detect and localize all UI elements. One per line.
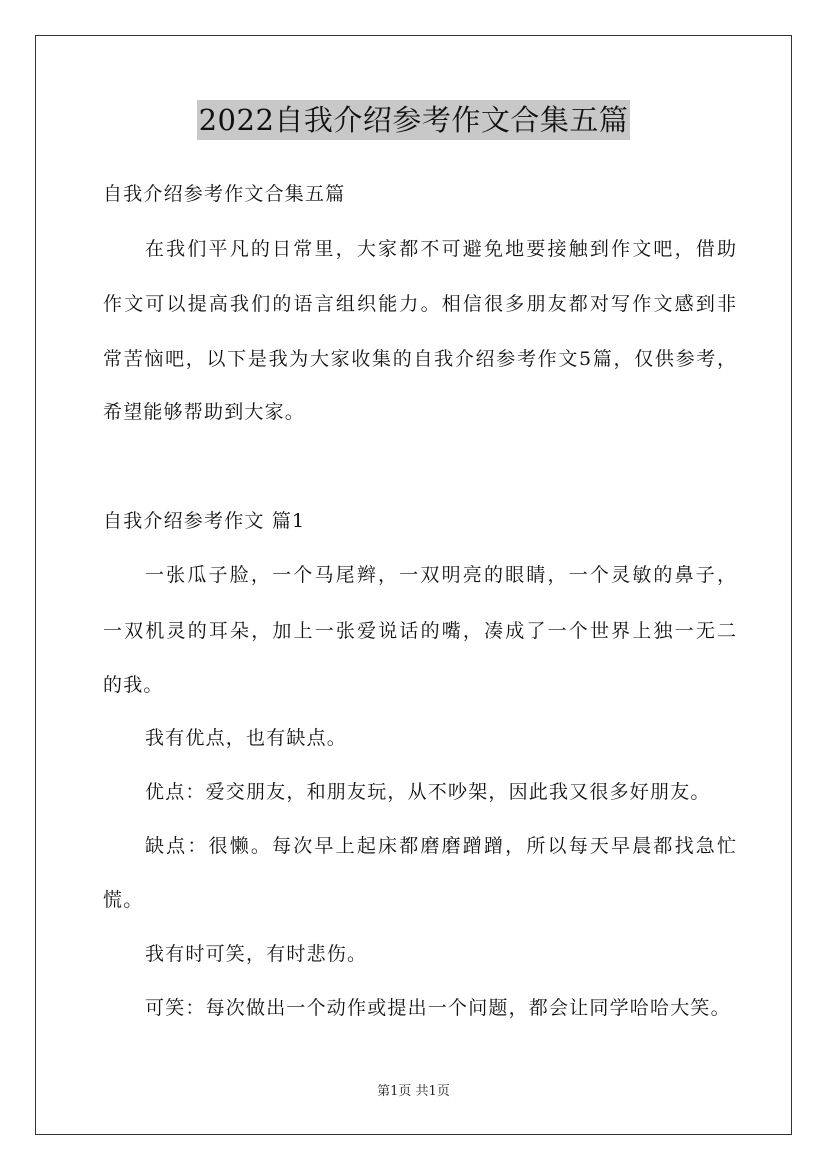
intro-line-4: 希望能够帮助到大家。 xyxy=(103,401,306,423)
document-subtitle: 自我介绍参考作文合集五篇 xyxy=(103,183,346,205)
intro-line-3: 常苦恼吧，以下是我为大家收集的自我介绍参考作文5篇，仅供参考， xyxy=(103,348,736,370)
body-line-1: 一张瓜子脸，一个马尾辫，一双明亮的眼睛，一个灵敏的鼻子， xyxy=(145,564,736,586)
body-line-4: 我有优点，也有缺点。 xyxy=(145,727,348,749)
intro-line-2: 作文可以提高我们的语言组织能力。相信很多朋友都对写作文感到非 xyxy=(103,293,736,315)
body-line-5: 优点：爱交朋友，和朋友玩，从不吵架，因此我又很多好朋友。 xyxy=(145,781,711,803)
document-title: 2022自我介绍参考作文合集五篇 xyxy=(197,100,631,140)
body-line-3: 的我。 xyxy=(103,674,164,696)
body-line-7: 慌。 xyxy=(103,889,144,911)
page-footer: 第1页 共1页 xyxy=(377,1084,450,1099)
body-line-9: 可笑：每次做出一个动作或提出一个问题，都会让同学哈哈大笑。 xyxy=(145,997,731,1019)
section-heading: 自我介绍参考作文 篇1 xyxy=(103,510,306,532)
body-line-2: 一双机灵的耳朵，加上一张爱说话的嘴，凑成了一个世界上独一无二 xyxy=(103,620,736,642)
title-container xyxy=(0,100,827,140)
intro-line-1: 在我们平凡的日常里，大家都不可避免地要接触到作文吧，借助 xyxy=(145,238,736,260)
body-line-8: 我有时可笑，有时悲伤。 xyxy=(145,943,368,965)
body-line-6: 缺点：很懒。每次早上起床都磨磨蹭蹭，所以每天早晨都找急忙 xyxy=(145,835,736,857)
